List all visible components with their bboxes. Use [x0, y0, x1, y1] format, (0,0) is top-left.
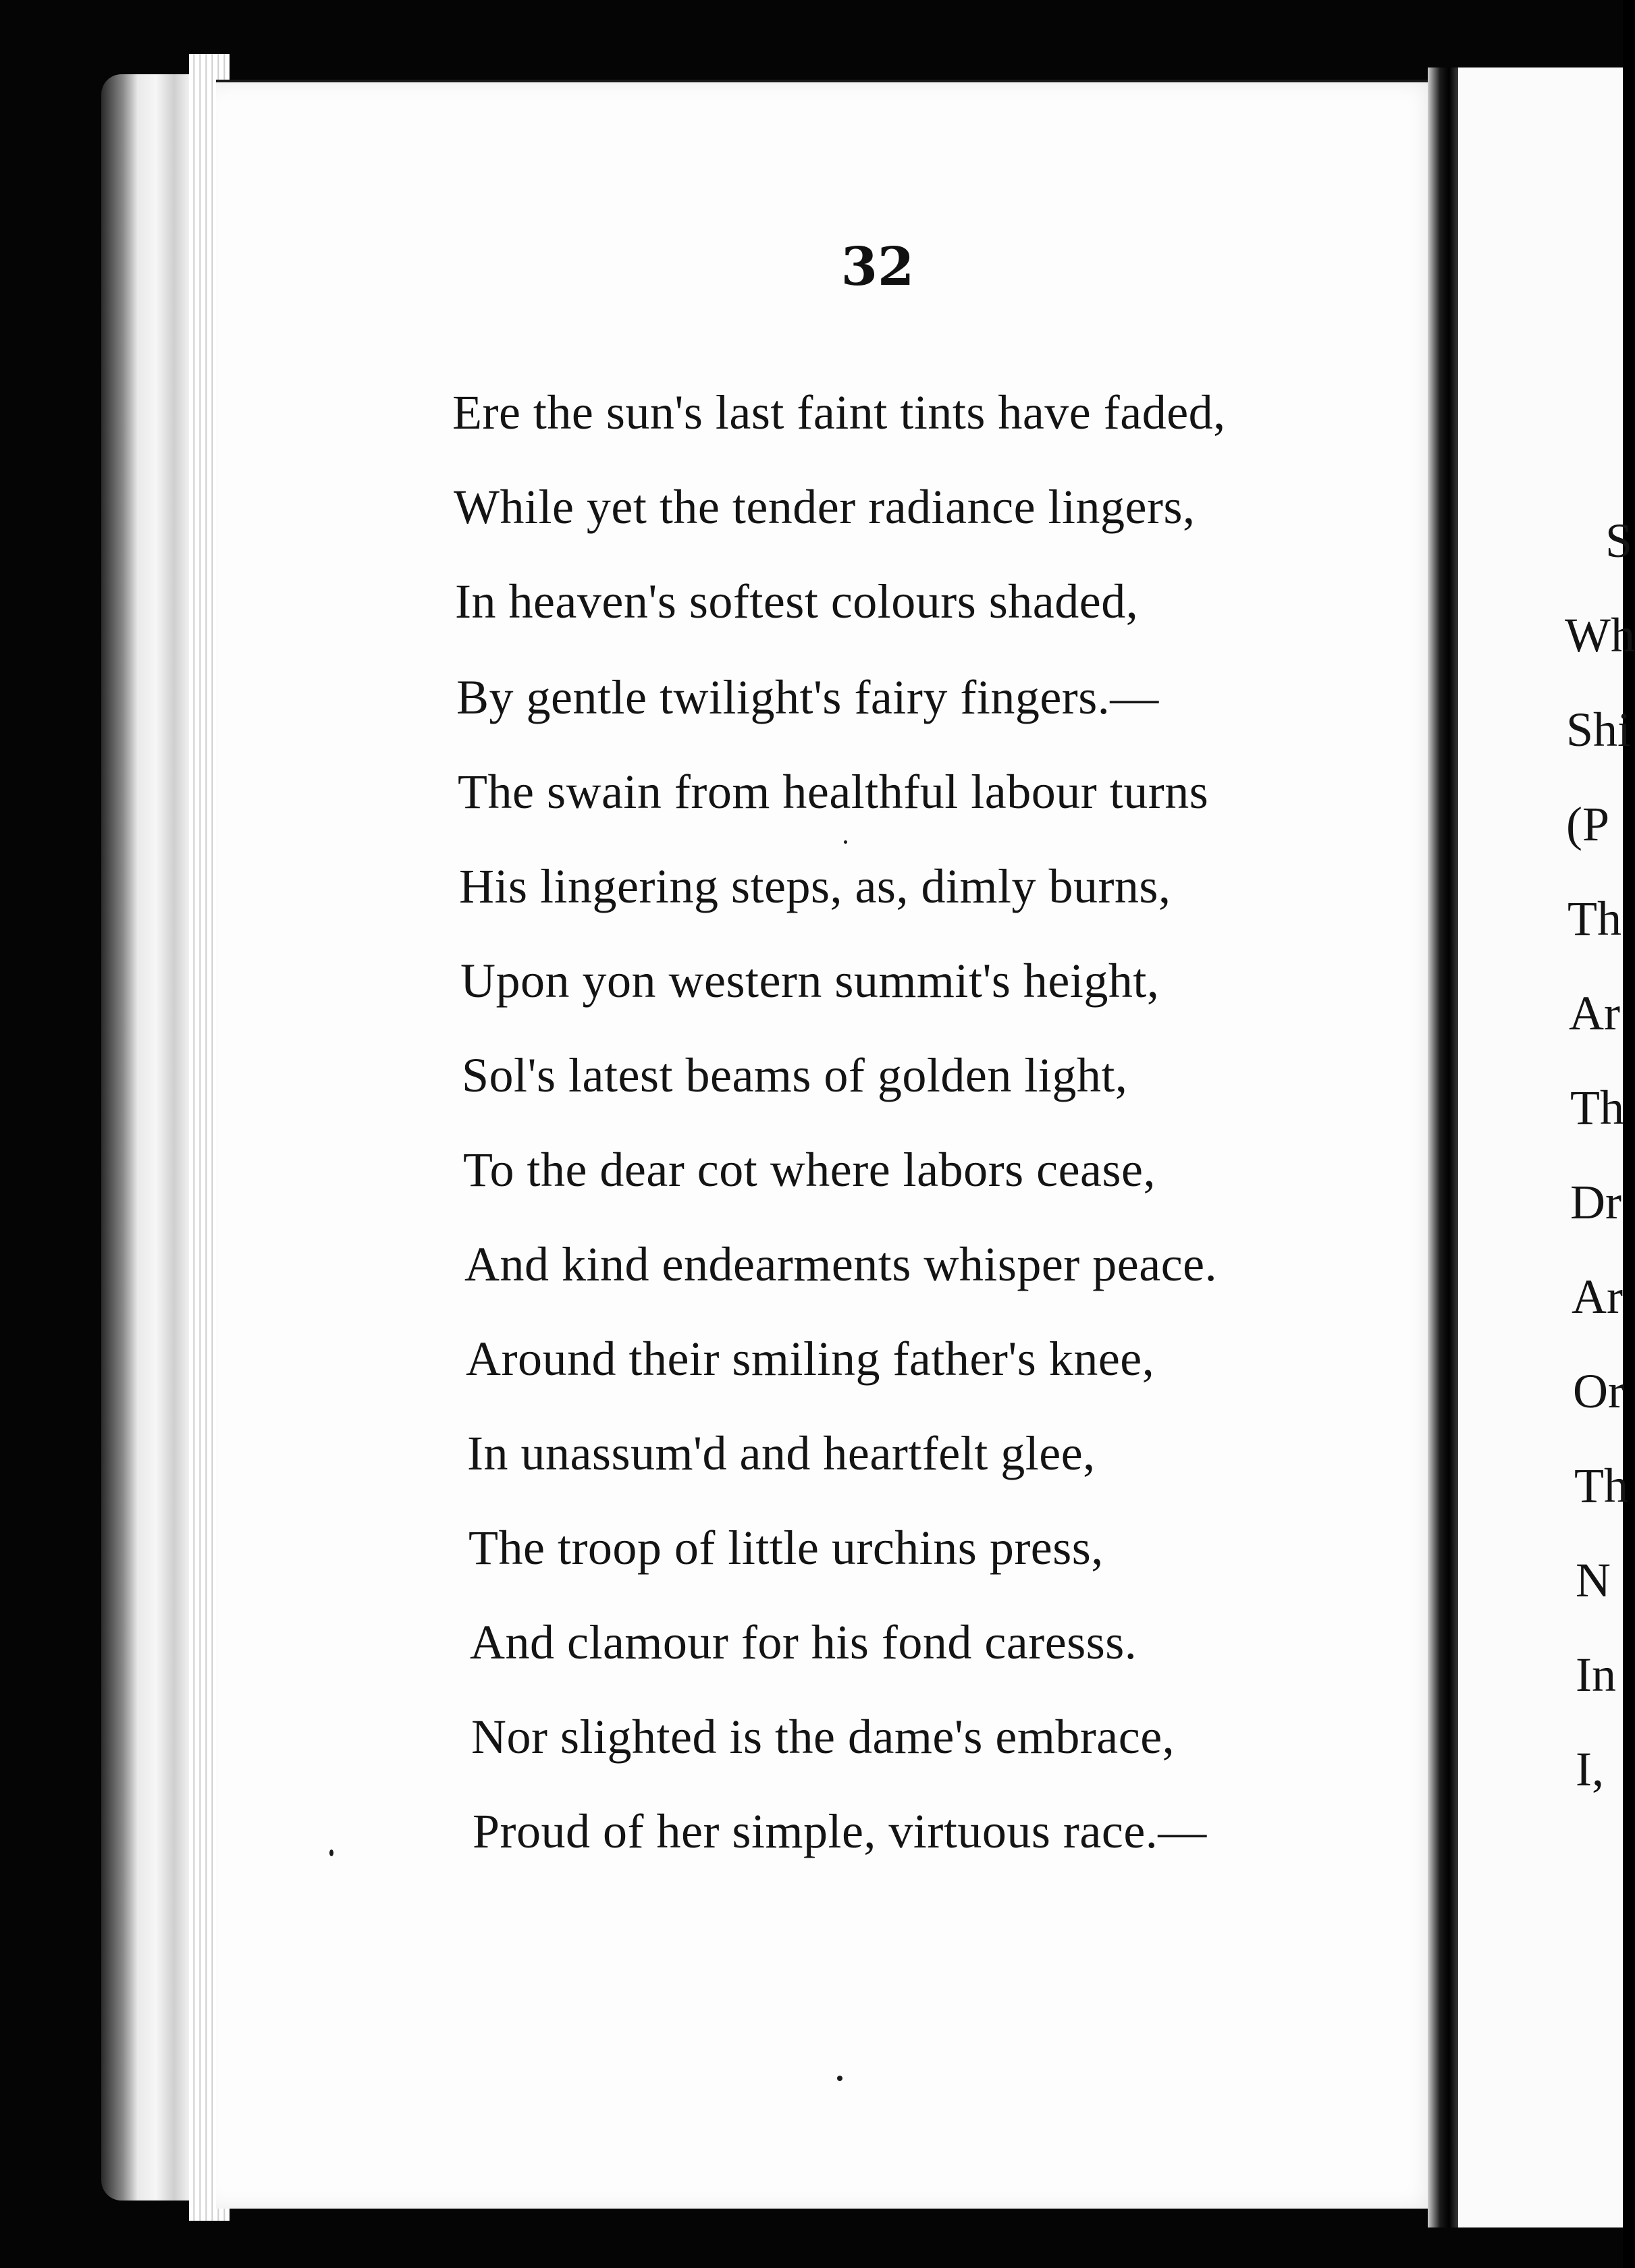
poem-line: By gentle twilight's fairy fingers.—: [456, 670, 1159, 724]
facing-line: Th: [1574, 1459, 1628, 1513]
facing-line: N: [1576, 1553, 1611, 1607]
poem-line: Upon yon western summit's height,: [460, 954, 1160, 1008]
facing-line: Or: [1573, 1364, 1624, 1418]
poem-line: The troop of little urchins press,: [468, 1521, 1104, 1575]
facing-page: [1458, 68, 1623, 2228]
facing-line: Ar: [1572, 1270, 1623, 1324]
poem-line: And clamour for his fond caresss.: [470, 1615, 1137, 1669]
facing-line: Th: [1570, 1081, 1624, 1135]
poem-line: His lingering steps, as, dimly burns,: [459, 859, 1171, 913]
page-number: 32: [840, 236, 915, 298]
facing-line: Th: [1567, 892, 1621, 946]
facing-line: Wh: [1565, 608, 1635, 662]
facing-line: Dr: [1570, 1175, 1621, 1229]
ink-speck: [329, 1850, 333, 1856]
poem-line: Proud of her simple, virtuous race.—: [473, 1804, 1207, 1858]
poem-line: Ere the sun's last faint tints have faded,: [452, 385, 1226, 439]
ink-speck: [837, 2076, 842, 2081]
book-gutter: [1428, 68, 1458, 2228]
facing-line: S: [1605, 514, 1633, 568]
poem-line: While yet the tender radiance lingers,: [454, 480, 1196, 534]
poem-line: And kind endearments whisper peace.: [464, 1237, 1218, 1291]
poem-line: In unassum'd and heartfelt glee,: [467, 1426, 1096, 1480]
ink-speck: [844, 840, 847, 844]
facing-line: In: [1576, 1648, 1616, 1702]
poem-line: In heaven's softest colours shaded,: [455, 574, 1139, 628]
poem-line: The swain from healthful labour turns: [458, 765, 1209, 819]
facing-line: I,: [1576, 1742, 1604, 1796]
poem-line: Around their smiling father's knee,: [466, 1332, 1155, 1386]
poem-line: Nor slighted is the dame's embrace,: [471, 1710, 1175, 1764]
facing-line: Ar: [1569, 986, 1620, 1040]
facing-line: Shi: [1566, 703, 1632, 757]
facing-line: (P: [1566, 797, 1610, 851]
poem-line: To the dear cot where labors cease,: [463, 1143, 1156, 1197]
poem-line: Sol's latest beams of golden light,: [462, 1048, 1128, 1102]
